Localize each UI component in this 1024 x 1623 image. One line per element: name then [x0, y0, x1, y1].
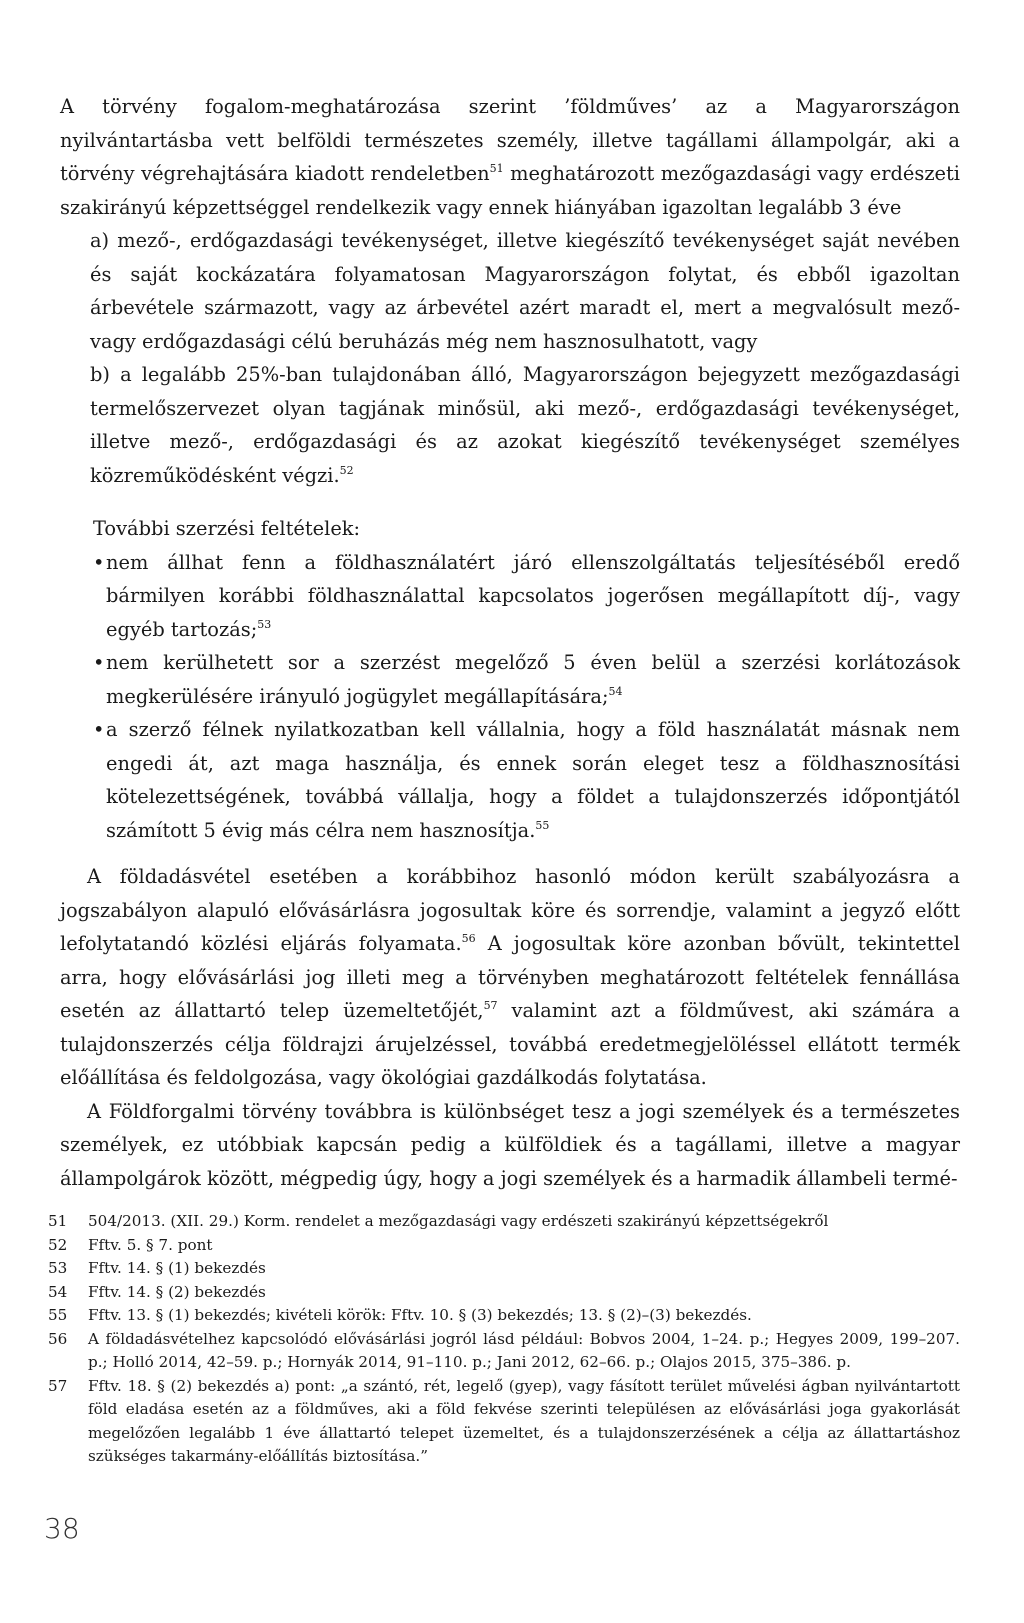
definition-intro [60, 90, 960, 224]
definition-intro-text-b: meghatározott mezőgazdasági vagy erdészeti szakirányú képzettséggel rendelkezik vagy ennek hiányában igazoltan legalább 3 éve [60, 162, 960, 219]
list-item [60, 646, 960, 713]
footnote-number: 53 [48, 1259, 68, 1277]
list-item-text: nem kerülhetett sor a szerzést megelőző 5 éven belül a szerzési korlátozások megkerülésére irányuló jogügylet megállapítására; [106, 651, 960, 708]
footnote-number: 55 [48, 1306, 68, 1324]
list-item-text: a szerző félnek nyilatkozatban kell vállalnia, hogy a föld használatát másnak nem engedi át, azt maga használja, és ennek során eleget tesz a földhasznosítási kötelezettségének, továbbá vállalja, hogy a földet a tulajdonszerzés időpontjától számított 5 évig más célra nem hasznosítja. [106, 718, 960, 842]
footnote-number: 52 [48, 1235, 68, 1254]
footnote [48, 1375, 960, 1469]
distinction-paragraph: A Földforgalmi törvény továbbra is különbséget tesz a jogi személyek és a természetes személyek, ez utóbbiak kapcsán pedig a külföldiek és a tagállami, illetve a magyar állampolgárok között, mégpedig úgy, hogy a jogi személyek és a harmadik állambeli termé- [60, 1099, 960, 1190]
footnote-text: A földadásvételhez kapcsolódó elővásárlási jogról lásd például: Bobvos 2004, 1–24. p.; Hegyes 2009, 199–207. p.; Holló 2014, 42–59. p.; Hornyák 2014, 91–110. p.; Jani 2012, 62–66. p.; Olajos 2015, 375–386. p. [88, 1329, 960, 1371]
footnote-ref-54[interactable]: 54 [608, 684, 623, 698]
footnote-ref-56[interactable]: 56 [461, 931, 476, 945]
definition-item-b [60, 358, 960, 492]
footnote-ref-57[interactable]: 57 [483, 998, 498, 1012]
footnote-ref-55[interactable]: 55 [535, 818, 550, 832]
footnote-number: 56 [48, 1329, 68, 1348]
definition-item-a: a) mező-, erdőgazdasági tevékenységet, illetve kiegészítő tevékenységet saját nevében és saját kockázatára folyamatosan Magyarországon folytat, és ebből igazoltan árbevétele származott, vagy az árbevétel azért maradt el, mert a megvalósult mező- vagy erdőgazdasági célú beruházás még nem hasznosulhatott, vagy [90, 229, 960, 353]
preemption-section [60, 860, 960, 1195]
conditions-list [60, 546, 960, 848]
footnote-number: 57 [48, 1376, 68, 1395]
conditions-heading: További szerzési feltételek: [93, 517, 361, 540]
footnote-number: 54 [48, 1282, 68, 1301]
footnote-ref-53[interactable]: 53 [257, 617, 272, 631]
list-item [60, 713, 960, 847]
definition-intro-text-a: A törvény fogalom-meghatározása szerint ’földműves’ az a Magyarországon nyilvántartásba vett belföldi természetes személy, illetve tagállami állampolgár, aki a törvény végrehajtására kiadott rendeletben [60, 95, 960, 185]
footnote [48, 1234, 960, 1258]
list-item [60, 546, 960, 647]
footnote-ref-51[interactable]: 51 [489, 161, 504, 175]
footnote [48, 1210, 960, 1234]
conditions-section [60, 512, 960, 847]
footnote [48, 1281, 960, 1305]
footnote-text: 504/2013. (XII. 29.) Korm. rendelet a mezőgazdasági vagy erdészeti szakirányú képzettségekről [88, 1212, 829, 1230]
footnote-ref-52[interactable]: 52 [339, 463, 354, 477]
definition-item-b-text: b) a legalább 25%-ban tulajdonában álló, Magyarországon bejegyzett mezőgazdasági termelőszervezet olyan tagjának minősül, aki mező-, erdőgazdasági tevékenységet, illetve mező-, erdőgazdasági és az azokat kiegészítő tevékenységet személyes közreműködésként végzi. [90, 363, 960, 487]
footnote [48, 1328, 960, 1375]
preemption-text-b: A jogosultak köre azonban bővült, tekintettel arra, hogy elővásárlási jog illeti meg a törvényben meghatározott feltételek fennállása esetén az állattartó telep üzemeltetőjét, [60, 932, 960, 1022]
footnote-text: Fftv. 14. § (2) bekezdés [88, 1282, 266, 1301]
definition-section [60, 90, 960, 492]
footnote [48, 1257, 960, 1281]
footnote-text: Fftv. 13. § (1) bekezdés; kivételi körök: Fftv. 10. § (3) bekezdés; 13. § (2)–(3) bekezdés. [88, 1306, 752, 1324]
preemption-paragraph [60, 860, 960, 1095]
preemption-text-c: valamint azt a földművest, aki számára a tulajdonszerzés célja földrajzi árujelzéssel, továbbá eredetmegjelöléssel ellátott termék előállítása és feldolgozása, vagy ökológiai gazdálkodás folytatása. [60, 999, 960, 1089]
footnote-text: Fftv. 5. § 7. pont [88, 1235, 213, 1254]
footnote-text: Fftv. 14. § (1) bekezdés [88, 1259, 266, 1277]
preemption-text-a: A földadásvétel esetében a korábbihoz hasonló módon került szabályozásra a jogszabályon alapuló elővásárlásra jogosultak köre és sorrendje, valamint a jegyző előtt lefolytatandó közlési eljárás folyamata. [60, 865, 960, 955]
footnote-number: 51 [48, 1212, 68, 1230]
footnote-text: Fftv. 18. § (2) bekezdés a) pont: „a szántó, rét, legelő (gyep), vagy fásított terület művelési ágban nyilvántartott föld eladása esetén az a földműves, aki a föld fekvése szerinti településen az elővásárlási joga gyakorlását megelőzően legalább 1 éve állattartó telepet üzemeltet, és a tulajdonszerzésének a célja az állattartáshoz szükséges takarmány-előállítás biztosítása.” [88, 1376, 960, 1465]
list-item-text: nem állhat fenn a földhasználatért járó ellenszolgáltatás teljesítéséből eredő bármilyen korábbi földhasználattal kapcsolatos jogerősen megállapított díj-, vagy egyéb tartozás; [106, 550, 960, 641]
page-number: 38 [44, 1512, 80, 1545]
footnote [48, 1304, 960, 1328]
footnotes [48, 1210, 960, 1469]
